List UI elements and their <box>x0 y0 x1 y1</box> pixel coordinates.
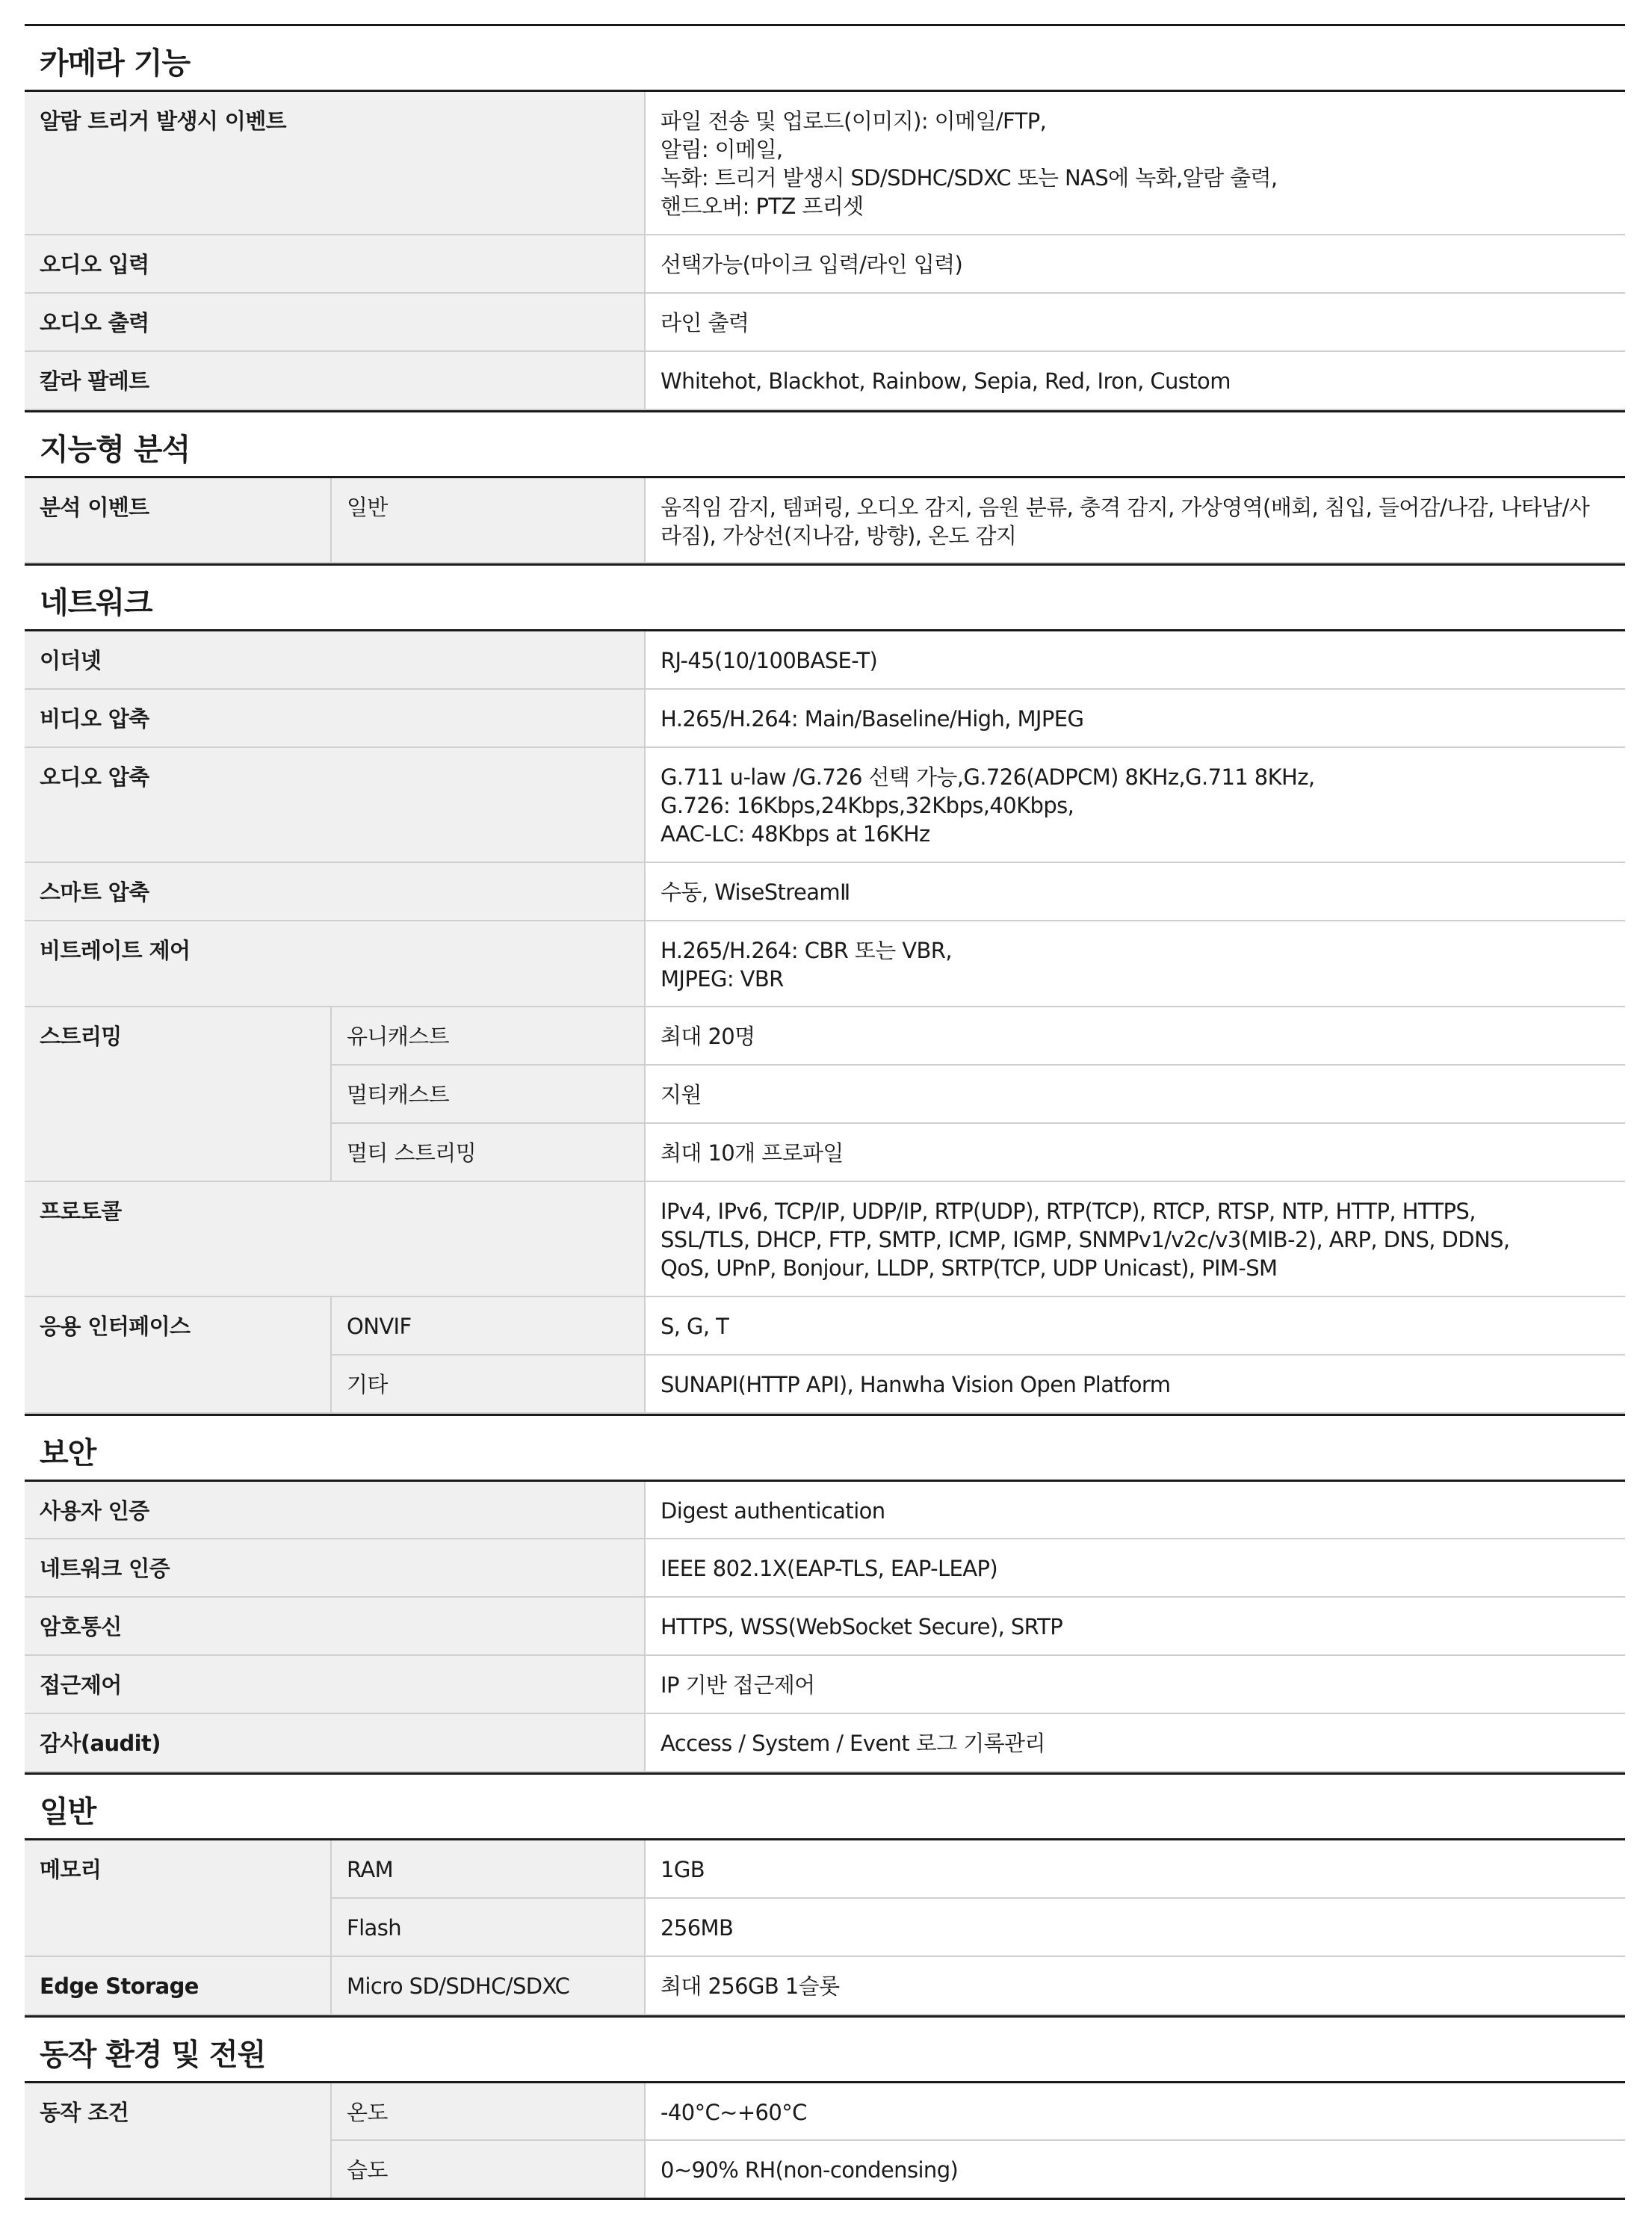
spec-label: 접근제어 <box>25 1655 645 1713</box>
spec-label: 비트레이트 제어 <box>25 921 645 1007</box>
section-title-general: 일반 <box>25 1772 1625 1838</box>
table-row <box>25 351 1625 409</box>
spec-label: 네트워크 인증 <box>25 1539 645 1597</box>
spec-label: 비디오 압축 <box>25 689 645 747</box>
spec-value: IEEE 802.1X(EAP-TLS, EAP-LEAP) <box>645 1539 1625 1597</box>
spec-value: Whitehot, Blackhot, Rainbow, Sepia, Red, Iron, Custom <box>645 351 1625 409</box>
spec-sublabel: 기타 <box>331 1355 645 1413</box>
spec-value: 최대 20명 <box>645 1007 1625 1065</box>
table-row <box>25 1655 1625 1713</box>
environment-spec-table <box>25 2081 1625 2200</box>
table-row <box>25 1956 1625 2015</box>
analytics-spec-table <box>25 476 1625 564</box>
spec-label: 응용 인터페이스 <box>25 1296 331 1413</box>
spec-value: 0~90% RH(non-condensing) <box>645 2140 1625 2198</box>
spec-value: 1GB <box>645 1840 1625 1898</box>
table-row <box>25 921 1625 1007</box>
section-title-camera: 카메라 기능 <box>25 24 1625 90</box>
security-spec-table <box>25 1480 1625 1773</box>
spec-label: 암호통신 <box>25 1597 645 1655</box>
spec-value: 수동, WiseStreamⅡ <box>645 862 1625 921</box>
table-row <box>25 747 1625 862</box>
spec-sublabel: Micro SD/SDHC/SDXC <box>331 1956 645 2015</box>
spec-label: 프로토콜 <box>25 1181 645 1296</box>
table-row <box>25 477 1625 563</box>
table-row <box>25 631 1625 689</box>
spec-label: 알람 트리거 발생시 이벤트 <box>25 91 645 235</box>
table-row <box>25 1713 1625 1772</box>
spec-value: RJ-45(10/100BASE-T) <box>645 631 1625 689</box>
table-row <box>25 293 1625 351</box>
spec-label: 동작 조건 <box>25 2082 331 2198</box>
section-title-security: 보안 <box>25 1414 1625 1480</box>
spec-sublabel: 유니캐스트 <box>331 1007 645 1065</box>
spec-label: 분석 이벤트 <box>25 477 331 563</box>
table-row <box>25 2082 1625 2140</box>
spec-value: 최대 10개 프로파일 <box>645 1123 1625 1181</box>
spec-sublabel: RAM <box>331 1840 645 1898</box>
table-row <box>25 1007 1625 1065</box>
table-row <box>25 235 1625 293</box>
spec-value: H.265/H.264: CBR 또는 VBR, MJPEG: VBR <box>645 921 1625 1007</box>
spec-value: 최대 256GB 1슬롯 <box>645 1956 1625 2015</box>
spec-value: G.711 u-law /G.726 선택 가능,G.726(ADPCM) 8KHz,G.711 8KHz, G.726: 16Kbps,24Kbps,32Kbps,40Kbps, AAC-LC: 48Kbps at 16KHz <box>645 747 1625 862</box>
spec-value: Access / System / Event 로그 기록관리 <box>645 1713 1625 1772</box>
spec-sublabel: 일반 <box>331 477 645 563</box>
spec-value: 지원 <box>645 1065 1625 1123</box>
spec-value: H.265/H.264: Main/Baseline/High, MJPEG <box>645 689 1625 747</box>
spec-label: 오디오 입력 <box>25 235 645 293</box>
camera-spec-table <box>25 90 1625 410</box>
spec-value: 256MB <box>645 1898 1625 1956</box>
network-spec-table <box>25 629 1625 1414</box>
spec-label: 메모리 <box>25 1840 331 1956</box>
spec-value: IPv4, IPv6, TCP/IP, UDP/IP, RTP(UDP), RTP(TCP), RTCP, RTSP, NTP, HTTP, HTTPS, SSL/TLS, DHCP, FTP, SMTP, ICMP, IGMP, SNMPv1/v2c/v3(MIB-2), ARP, DNS, DDNS, QoS, UPnP, Bonjour, LLDP, SRTP(TCP, UDP Unicast), PIM-SM <box>645 1181 1625 1296</box>
spec-sheet <box>25 24 1625 2200</box>
spec-label: 이더넷 <box>25 631 645 689</box>
spec-label: Edge Storage <box>25 1956 331 2015</box>
spec-value: IP 기반 접근제어 <box>645 1655 1625 1713</box>
spec-label: 오디오 출력 <box>25 293 645 351</box>
table-row <box>25 1840 1625 1898</box>
spec-label: 스마트 압축 <box>25 862 645 921</box>
spec-value: S, G, T <box>645 1296 1625 1355</box>
general-spec-table <box>25 1838 1625 2015</box>
table-row <box>25 862 1625 921</box>
spec-label: 오디오 압축 <box>25 747 645 862</box>
spec-sublabel: 온도 <box>331 2082 645 2140</box>
spec-sublabel: Flash <box>331 1898 645 1956</box>
spec-sublabel: 멀티 스트리밍 <box>331 1123 645 1181</box>
table-row <box>25 1296 1625 1355</box>
table-row <box>25 1181 1625 1296</box>
table-row <box>25 91 1625 235</box>
spec-value: 라인 출력 <box>645 293 1625 351</box>
spec-value: 선택가능(마이크 입력/라인 입력) <box>645 235 1625 293</box>
table-row <box>25 689 1625 747</box>
spec-label: 감사(audit) <box>25 1713 645 1772</box>
spec-label: 스트리밍 <box>25 1007 331 1181</box>
spec-value: HTTPS, WSS(WebSocket Secure), SRTP <box>645 1597 1625 1655</box>
table-row <box>25 1480 1625 1539</box>
section-title-environment: 동작 환경 및 전원 <box>25 2015 1625 2081</box>
table-row <box>25 1597 1625 1655</box>
section-title-analytics: 지능형 분석 <box>25 410 1625 476</box>
spec-value: -40°C~+60°C <box>645 2082 1625 2140</box>
spec-value: 움직임 감지, 템퍼링, 오디오 감지, 음원 분류, 충격 감지, 가상영역(배회, 침입, 들어감/나감, 나타남/사 라짐), 가상선(지나감, 방향), 온도 감지 <box>645 477 1625 563</box>
spec-sublabel: 습도 <box>331 2140 645 2198</box>
spec-value: 파일 전송 및 업로드(이미지): 이메일/FTP, 알림: 이메일, 녹화: 트리거 발생시 SD/SDHC/SDXC 또는 NAS에 녹화,알람 출력, 핸드오버: PTZ 프리셋 <box>645 91 1625 235</box>
spec-sublabel: ONVIF <box>331 1296 645 1355</box>
section-title-network: 네트워크 <box>25 563 1625 629</box>
spec-value: Digest authentication <box>645 1480 1625 1539</box>
spec-label: 사용자 인증 <box>25 1480 645 1539</box>
spec-label: 칼라 팔레트 <box>25 351 645 409</box>
table-row <box>25 1539 1625 1597</box>
spec-value: SUNAPI(HTTP API), Hanwha Vision Open Platform <box>645 1355 1625 1413</box>
spec-sublabel: 멀티캐스트 <box>331 1065 645 1123</box>
